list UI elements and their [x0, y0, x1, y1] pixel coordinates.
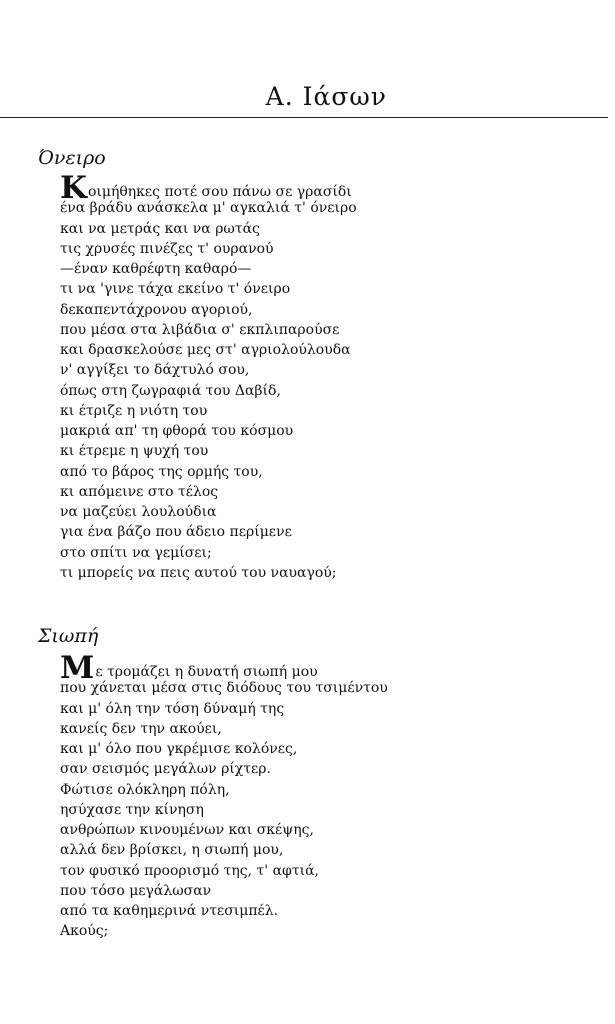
poem-line: ησύχασε την κίνηση — [60, 801, 204, 818]
poem-line: από το βάρος της ορμής του, — [60, 463, 263, 480]
poem-line: τις χρυσές πινέζες τ' ουρανού — [60, 240, 274, 257]
poem-line: τον φυσικό προορισμό της, τ' αφτιά, — [60, 862, 319, 879]
drop-cap: Μ — [60, 650, 95, 686]
poem-line-text: οιμήθηκες ποτέ σου πάνω σε γρασίδι — [87, 184, 352, 200]
chapter-heading: Α. Ιάσων — [265, 82, 387, 111]
poem-line: και μ' όλη την τόση δύναμή της — [60, 700, 285, 717]
poem-title-oneiro: Όνειρο — [38, 147, 106, 169]
poem-line: από τα καθημερινά ντεσιμπέλ. — [60, 903, 279, 919]
poem-body-oneiro — [60, 170, 357, 583]
poem-line: που τόσο μεγάλωσαν — [60, 882, 212, 899]
poem-line: που χάνεται μέσα στις διόδους του τσιμέντου — [60, 680, 388, 697]
poem-line: τι μπορείς να πεις αυτού του ναυαγού; — [60, 564, 337, 581]
poem-line: Φώτισε ολόκληρη πόλη, — [60, 781, 230, 798]
poem-line: —έναν καθρέφτη καθαρό— — [60, 261, 252, 277]
poem-line: ανθρώπων κινουμένων και σκέψης, — [60, 822, 314, 838]
poem-line: σαν σεισμός μεγάλων ρίχτερ. — [60, 761, 271, 778]
poem-line: μακριά απ' τη φθορά του κόσμου — [60, 423, 294, 439]
drop-cap: Κ — [60, 170, 87, 206]
poem-line: να μαζεύει λουλούδια — [60, 504, 217, 520]
poem-line: για ένα βάζο που άδειο περίμενε — [60, 524, 292, 541]
header-divider — [0, 117, 608, 118]
poem-line: ένα βράδυ ανάσκελα μ' αγκαλιά τ' όνειρο — [60, 200, 357, 217]
poem-line: στο σπίτι να γεμίσει; — [60, 544, 212, 561]
poem-line — [60, 170, 357, 206]
poem-line: αλλά δεν βρίσκει, η σιωπή μου, — [60, 842, 284, 859]
poem-line — [60, 650, 388, 686]
poem-line: κανείς δεν την ακούει, — [60, 720, 222, 737]
poem-line: και μ' όλο που γκρέμισε κολόνες, — [60, 741, 298, 757]
poem-line: δεκαπεντάχρονου αγοριού, — [60, 301, 253, 318]
poem-line: Ακούς; — [60, 923, 109, 940]
poem-body-siopi — [60, 650, 388, 942]
poem-title-siopi: Σιωπή — [38, 625, 99, 647]
poem-line: και να μετράς και να ρωτάς — [60, 220, 260, 237]
poem-line: κι έτρεμε η ψυχή του — [60, 443, 209, 460]
poem-line: κι έτριζε η νιότη του — [60, 402, 208, 419]
poem-line: κι απόμεινε στο τέλος — [60, 483, 219, 500]
poem-line: και δρασκελούσε μες στ' αγριολούλουδα — [60, 342, 351, 358]
poem-line-text: ε τρομάζει η δυνατή σιωπή μου — [95, 664, 318, 680]
poem-line: τι να 'γινε τάχα εκείνο τ' όνειρο — [60, 281, 291, 298]
poem-line: όπως στη ζωγραφιά του Δαβίδ, — [60, 382, 281, 399]
poem-line: ν' αγγίξει το δάχτυλό σου, — [60, 362, 250, 379]
poem-line: που μέσα στα λιβάδια σ' εκπλιπαρούσε — [60, 321, 340, 338]
